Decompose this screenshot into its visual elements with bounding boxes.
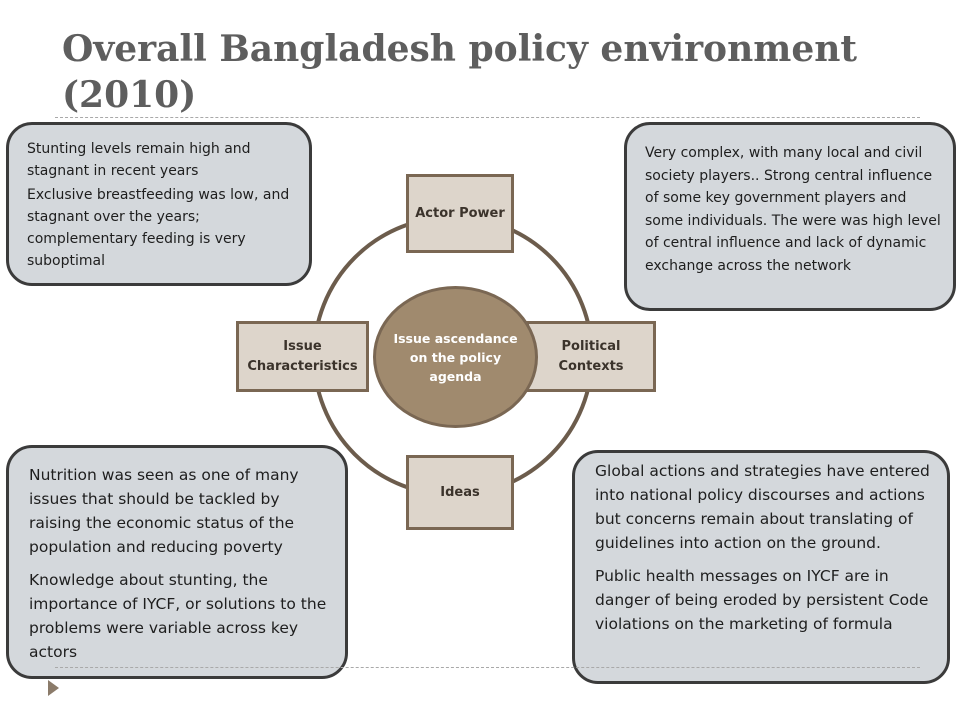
callout-text: Exclusive breastfeeding was low, and stagnant over the years; complementary feeding is very suboptimal	[27, 187, 290, 269]
callout-text: Knowledge about stunting, the importance of IYCF, or solutions to the problems were variable across key actors	[29, 571, 327, 661]
slide-bullet-icon	[48, 680, 59, 696]
callout-ideas	[6, 445, 348, 679]
callout-text: Very complex, with many local and civil society players.. Strong central influence of some key government players and some individuals. The were was high level of central influence and lack of dynamic exchange across the network	[645, 145, 941, 274]
callout-political-contexts	[572, 450, 950, 684]
title-divider	[55, 117, 920, 118]
node-political-contexts: Political Contexts	[526, 321, 656, 392]
page-title: Overall Bangladesh policy environment (2010)	[62, 28, 858, 116]
callout-text: Global actions and strategies have entered into national policy discourses and actions but concerns remain about translating of guidelines into action on the ground.	[595, 462, 930, 552]
footer-divider	[55, 667, 920, 668]
callout-actor-power	[624, 122, 956, 311]
callout-issue-characteristics	[6, 122, 312, 286]
node-issue-characteristics: Issue Characteristics	[236, 321, 369, 392]
center-issue-ascendance: Issue ascendance on the policy agenda	[373, 286, 538, 428]
callout-text: Stunting levels remain high and stagnant in recent years	[27, 141, 251, 179]
callout-text: Nutrition was seen as one of many issues that should be tackled by raising the economic status of the population and reducing poverty	[29, 466, 299, 556]
node-actor-power: Actor Power	[406, 174, 514, 253]
callout-text: Public health messages on IYCF are in danger of being eroded by persistent Code violations on the marketing of formula	[595, 567, 929, 633]
node-ideas: Ideas	[406, 455, 514, 530]
